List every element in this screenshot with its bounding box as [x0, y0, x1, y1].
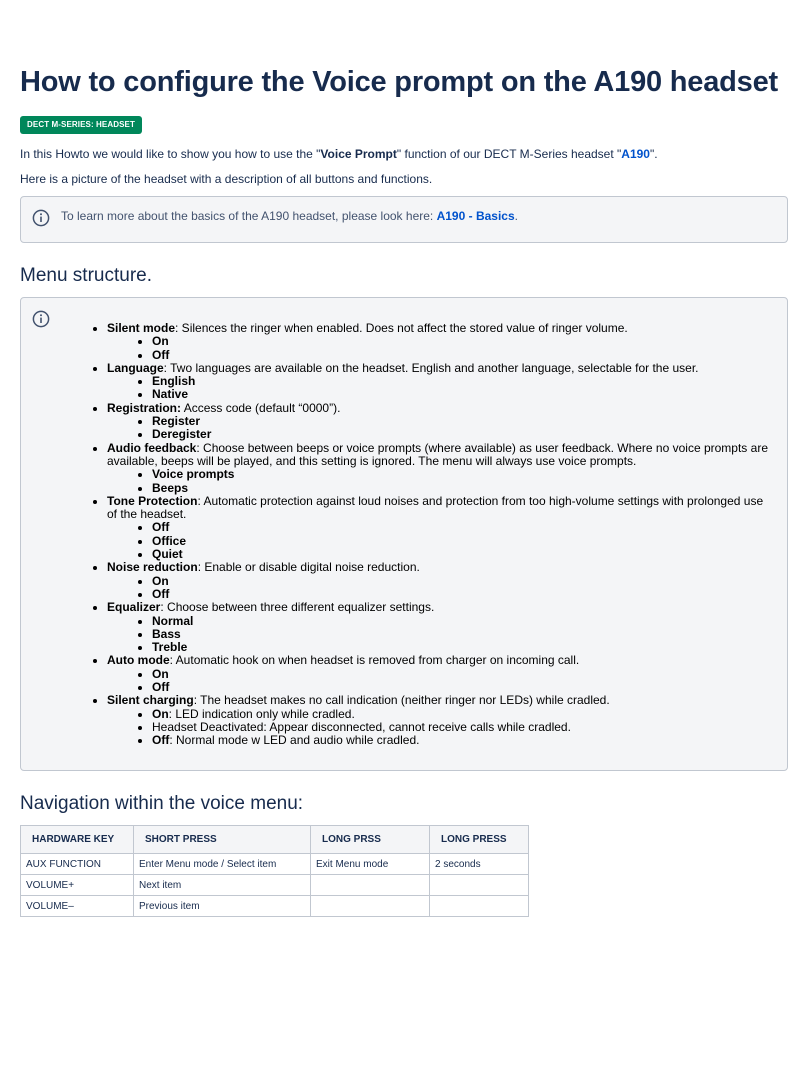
menu-desc: : Choose between three different equalizer settings. — [160, 600, 435, 615]
info-panel-basics — [20, 196, 788, 243]
intro-text: In this Howto we would like to show you how to use the " — [20, 147, 321, 161]
navigation-table — [20, 825, 529, 917]
option-desc: Headset Deactivated: Appear disconnected, cannot receive calls while cradled. — [152, 719, 571, 734]
table-cell — [430, 875, 529, 896]
menu-desc: : The headset makes no call indication (neither ringer nor LEDs) while cradled. — [193, 693, 610, 708]
option-desc: : Normal mode w LED and audio while cradled. — [169, 733, 420, 748]
menu-key: Silent charging — [107, 693, 194, 708]
menu-item-silent-mode — [107, 322, 773, 362]
menu-structure-heading: Menu structure. — [20, 265, 152, 286]
option: Off — [152, 586, 170, 601]
table-cell: Exit Menu mode — [311, 854, 430, 875]
table-cell: Enter Menu mode / Select item — [134, 854, 311, 875]
table-row — [21, 896, 529, 917]
option: Voice prompts — [152, 467, 235, 482]
table-cell: AUX FUNCTION — [21, 854, 134, 875]
option: Beeps — [152, 480, 189, 495]
option: Register — [152, 414, 201, 429]
menu-item-audio-feedback — [107, 442, 773, 495]
menu-structure-list — [107, 322, 773, 748]
menu-desc: : Two languages are available on the headset. English and another language, selectable for the user. — [163, 360, 699, 375]
intro-text-middle: " function of our DECT M-Series headset " — [396, 147, 622, 161]
table-row — [21, 854, 529, 875]
option: Quiet — [152, 547, 183, 562]
menu-key: Language — [107, 360, 164, 375]
table-cell — [430, 896, 529, 917]
column-header: SHORT PRESS — [134, 826, 311, 854]
option: On — [152, 706, 169, 721]
table-header-row — [21, 826, 529, 854]
menu-key: Auto mode — [107, 653, 170, 668]
option-desc: : LED indication only while cradled. — [168, 706, 355, 721]
option: Native — [152, 387, 189, 402]
option: Off — [152, 520, 170, 535]
menu-desc: : Automatic hook on when headset is removed from charger on incoming call. — [169, 653, 580, 668]
menu-item-equalizer — [107, 601, 773, 654]
info-text: To learn more about the basics of the A190 headset, please look here: — [61, 209, 437, 223]
option: Off — [152, 733, 170, 748]
option: On — [152, 334, 169, 349]
info-panel-text — [61, 209, 518, 223]
option: Bass — [152, 626, 181, 641]
menu-item-tone-protection — [107, 495, 773, 561]
option: Office — [152, 533, 187, 548]
option: On — [152, 666, 169, 681]
table-cell: VOLUME+ — [21, 875, 134, 896]
option: Off — [152, 680, 170, 695]
table-cell: Next item — [134, 875, 311, 896]
menu-key: Audio feedback — [107, 440, 197, 455]
menu-key: Equalizer — [107, 600, 161, 615]
menu-item-language — [107, 362, 773, 402]
category-label[interactable]: DECT M-SERIES: HEADSET — [20, 116, 142, 134]
table-cell — [311, 896, 430, 917]
intro-paragraph-2: Here is a picture of the headset with a description of all buttons and functions. — [20, 172, 433, 186]
option: Off — [152, 347, 170, 362]
a190-basics-link[interactable]: A190 - Basics — [436, 209, 515, 223]
info-icon — [32, 310, 50, 328]
menu-key: Registration: — [107, 400, 182, 415]
menu-desc: : Silences the ringer when enabled. Does not affect the stored value of ringer volume. — [175, 321, 628, 335]
info-text-end: . — [514, 209, 518, 223]
intro-paragraph — [20, 147, 658, 161]
option: Treble — [152, 640, 188, 655]
intro-bold: Voice Prompt — [320, 147, 397, 161]
menu-desc: Access code (default “0000”). — [181, 400, 341, 415]
option: On — [152, 573, 169, 588]
menu-desc: : Choose between beeps or voice prompts (where available) as user feedback. Where no voice prompts are available, beeps will be played, and this setting is ignored. The menu will always use voice prompts. — [107, 440, 768, 468]
menu-key: Tone Protection — [107, 493, 198, 508]
navigation-heading: Navigation within the voice menu: — [20, 793, 304, 814]
table-row — [21, 875, 529, 896]
column-header: LONG PRESS — [430, 826, 529, 854]
option: Normal — [152, 613, 194, 628]
column-header: LONG PRSS — [311, 826, 430, 854]
table-cell: Previous item — [134, 896, 311, 917]
option: English — [152, 374, 196, 389]
menu-item-silent-charging — [107, 694, 773, 747]
info-panel-menu — [20, 297, 788, 771]
info-icon — [32, 209, 50, 227]
menu-desc: : Enable or disable digital noise reduction. — [197, 560, 420, 575]
menu-key: Noise reduction — [107, 560, 198, 575]
page-title: How to configure the Voice prompt on the A190 headset — [20, 66, 778, 98]
menu-desc: : Automatic protection against loud noises and protection from too high-volume settings with prolonged use of the headset. — [107, 493, 764, 522]
intro-text-end: ". — [649, 147, 658, 161]
menu-item-noise-reduction — [107, 561, 773, 601]
menu-key: Silent mode — [107, 321, 176, 335]
table-cell: VOLUME– — [21, 896, 134, 917]
option: Deregister — [152, 427, 212, 442]
a190-link[interactable]: A190 — [621, 147, 650, 161]
table-cell: 2 seconds — [430, 854, 529, 875]
menu-item-auto-mode — [107, 654, 773, 694]
menu-item-registration — [107, 402, 773, 442]
table-cell — [311, 875, 430, 896]
column-header: HARDWARE KEY — [21, 826, 134, 854]
